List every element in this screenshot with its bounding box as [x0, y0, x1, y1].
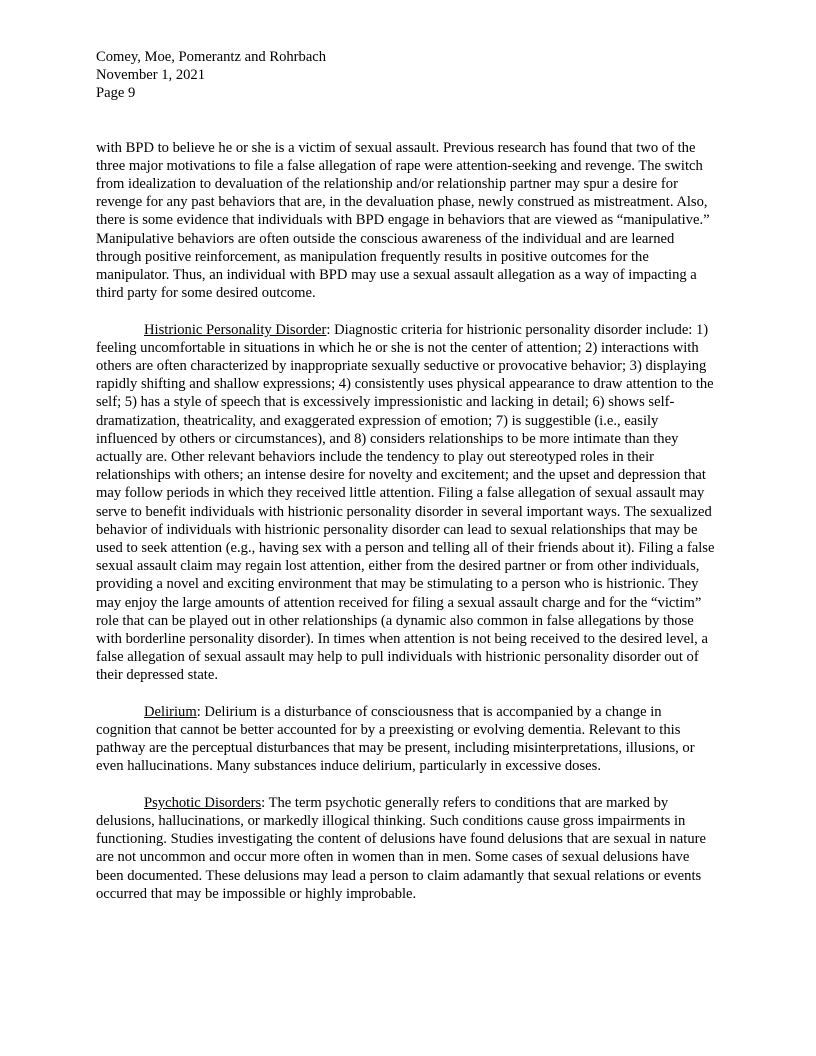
- paragraph-bpd-continuation: with BPD to believe he or she is a victim of sexual assault. Previous research has found that two of the three major motivations to file a false allegation of rape were attention-seeking and revenge. The switch from idealization to devaluation of the relationship and/or relationship partner may spur a desire for revenge for any past behaviors that are, in the devaluation phase, newly construed as mistreatment. Also, there is some evidence that individuals with BPD engage in behaviors that are viewed as “manipulative.” Manipulative behaviors are often outside the conscious awareness of the individual and are learned through positive reinforcement, as manipulation frequently results in positive outcomes for the manipulator. Thus, an individual with BPD may use a sexual assault allegation as a way of impacting a third party for some desired outcome.: [96, 139, 710, 302]
- paragraph-delirium: [96, 703, 720, 776]
- document-page: [96, 48, 720, 921]
- paragraph-histrionic: [96, 321, 720, 685]
- header-date: November 1, 2021: [96, 67, 206, 84]
- header-page-number: Page 9: [96, 85, 136, 102]
- header-authors: Comey, Moe, Pomerantz and Rohrbach: [96, 49, 327, 65]
- heading-delirium: Delirium: [144, 703, 197, 720]
- body-histrionic: : Diagnostic criteria for histrionic personality disorder include: 1) feeling uncomfortable in situations in which he or she is not the center of attention; 2) interactions with others are often characterized by inappropriate sexually seductive or provocative behavior; 3) displaying rapidly shifting and shallow expressions; 4) consistently uses physical appearance to draw attention to the self; 5) has a style of speech that is excessively impressionistic and lacking in detail; 6) shows self-dramatization, theatricality, and exaggerated expression of emotion; 7) is suggestible (i.e., easily influenced by others or circumstances), and 8) considers relationships to be more intimate than they actually are. Other relevant behaviors include the tendency to play out stereotyped roles in their relationships with others; an intense desire for novelty and excitement; and the upset and depression that may follow periods in which they received little attention. Filing a false allegation of sexual assault may serve to benefit individuals with histrionic personality disorder in several important ways. The sexualized behavior of individuals with histrionic personality disorder can lead to sexual relationships that may be used to seek attention (e.g., having sex with a person and telling all of their friends about it). Filing a false sexual assault claim may regain lost attention, either from the desired partner or from other individuals, providing a novel and exciting environment that may be stimulating to a person who is histrionic. They may enjoy the large amounts of attention received for filing a sexual assault charge and for the “victim” role that can be played out in other relationships (a dynamic also common in false allegations by those with borderline personality disorder). In times when attention is not being received to the desired level, a false allegation of sexual assault may help to pull individuals with histrionic personality disorder out of their depressed state.: [96, 321, 715, 684]
- letter-header: [96, 48, 720, 103]
- heading-histrionic: Histrionic Personality Disorder: [144, 321, 327, 338]
- body-delirium: : Delirium is a disturbance of consciousness that is accompanied by a change in cognition that cannot be better accounted for by a preexisting or evolving dementia. Relevant to this pathway are the perceptual disturbances that may be present, including misinterpretations, illusions, or even hallucinations. Many substances induce delirium, particularly in excessive doses.: [96, 703, 695, 775]
- paragraph-psychotic: [96, 794, 720, 903]
- body-psychotic: : The term psychotic generally refers to conditions that are marked by delusions, hallucinations, or markedly illogical thinking. Such conditions cause gross impairments in functioning. Studies investigating the content of delusions have found delusions that are sexual in nature are not uncommon and occur more often in women than in men. Some cases of sexual delusions have been documented. These delusions may lead a person to claim adamantly that sexual relations or events occurred that may be impossible or highly improbable.: [96, 794, 706, 902]
- heading-psychotic: Psychotic Disorders: [144, 794, 262, 811]
